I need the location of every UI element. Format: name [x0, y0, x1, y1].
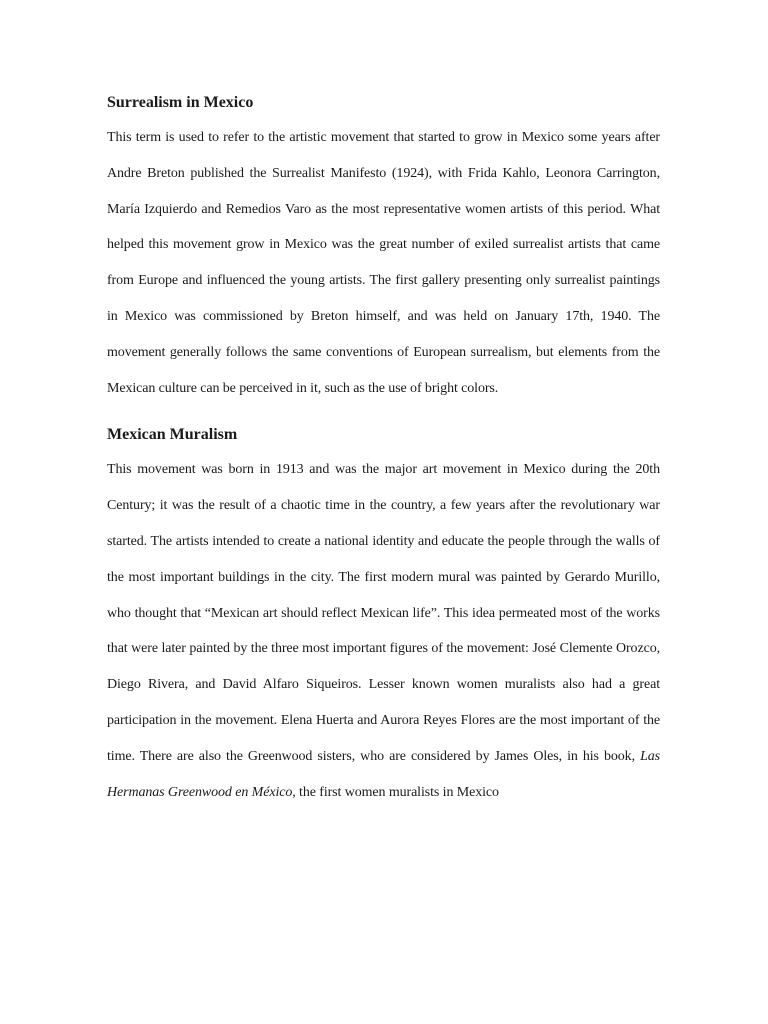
document-body	[107, 90, 660, 810]
paragraph-muralism-text: This movement was born in 1913 and was the major art movement in Mexico during the 20th Century; it was the result of a chaotic time in the country, a few years after the revolutionary war started. The artists intended to create a national identity and educate the people through the walls of the most important buildings in the city. The first modern mural was painted by Gerardo Murillo, who thought that “Mexican art should reflect Mexican life”. This idea permeated most of the works that were later painted by the three most important figures of the movement: José Clemente Orozco, Diego Rivera, and David Alfaro Siqueiros. Lesser known women muralists also had a great participation in the movement. Elena Huerta and Aurora Reyes Flores are the most important of the time. There are also the Greenwood sisters, who are considered by James Oles, in his book,	[107, 462, 660, 764]
book-title: Las Hermanas Greenwood en México	[107, 748, 660, 800]
paragraph-surrealism	[107, 120, 660, 406]
paragraph-muralism	[107, 452, 660, 810]
paragraph-surrealism-text: This term is used to refer to the artistic movement that started to grow in Mexico some years after Andre Breton published the Surrealist Manifesto (1924), with Frida Kahlo, Leonora Carrington, María Izquierdo and Remedios Varo as the most representative women artists of this period. What helped this movement grow in Mexico was the great number of exiled surrealist artists that came from Europe and influenced the young artists. The first gallery presenting only surrealist paintings in Mexico was commissioned by Breton himself, and was held on January 17th, 1940. The movement generally follows the same conventions of European surrealism, but elements from the Mexican culture can be perceived in it, such as the use of bright colors.	[107, 130, 660, 396]
section-heading-muralism: Mexican Muralism	[107, 426, 238, 444]
section-heading-surrealism: Surrealism in Mexico	[107, 94, 254, 111]
paragraph-muralism-end: , the first women muralists in Mexico	[292, 784, 499, 800]
